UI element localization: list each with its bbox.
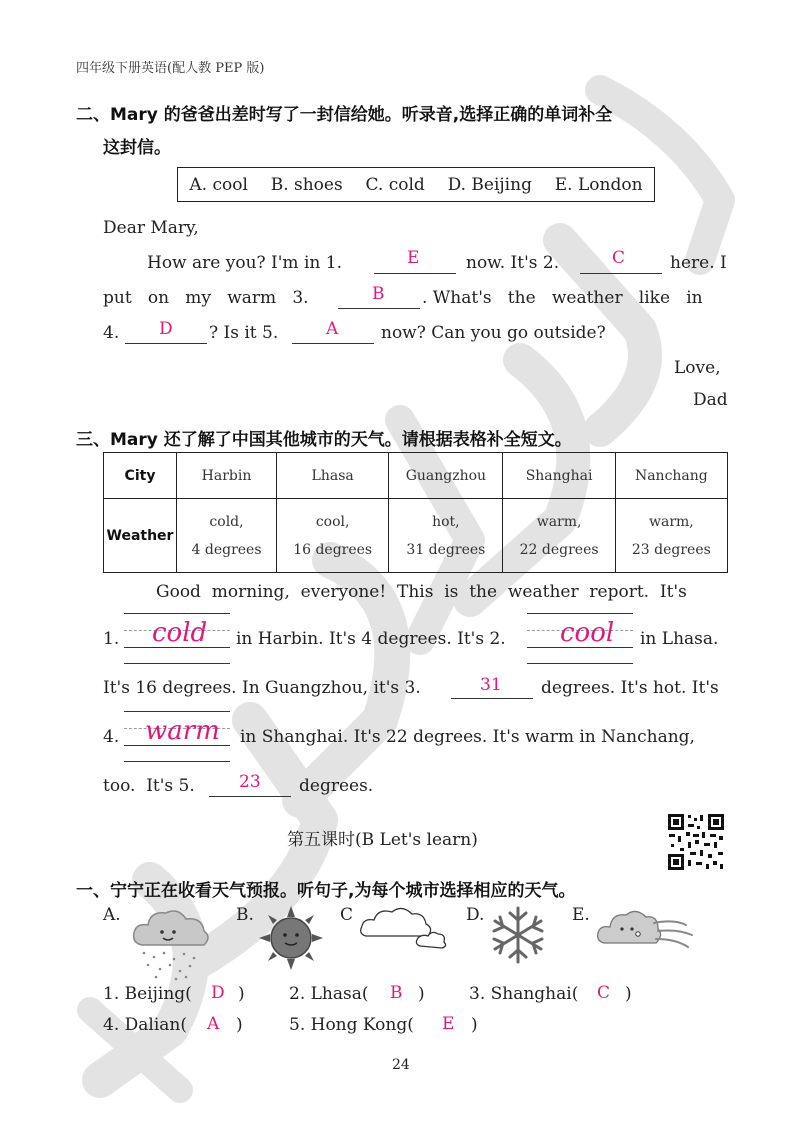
word-choices-box — [177, 167, 655, 202]
weather-condition: warm, — [648, 513, 694, 530]
city-cell: Shanghai — [503, 453, 615, 499]
letter-line1-part2: now. It's 2. — [466, 253, 560, 273]
option-letter-a: A. — [103, 905, 121, 925]
weather-cell — [615, 499, 727, 573]
item-3-close: ) — [625, 984, 632, 1004]
letter-greeting: Dear Mary, — [103, 218, 199, 238]
snowflake-icon — [488, 905, 548, 965]
weather-cell — [277, 499, 389, 573]
item-5-close: ) — [471, 1015, 478, 1035]
weather-cell — [503, 499, 615, 573]
item-5-label: 5. Hong Kong( — [289, 1015, 414, 1035]
item-3-answer: C — [597, 983, 611, 1003]
city-cell: Guangzhou — [389, 453, 503, 499]
book-header: 四年级下册英语(配人教 PEP 版) — [76, 61, 265, 76]
report-line2-mid: in Harbin. It's 4 degrees. It's 2. — [236, 629, 506, 649]
letter-line3-num4: 4. — [103, 323, 120, 343]
choice-b: B. shoes — [270, 174, 343, 195]
answer-3: B — [372, 284, 385, 304]
answer-4: D — [159, 319, 173, 339]
item-5-answer: E — [442, 1014, 455, 1034]
choice-c: C. cold — [365, 174, 425, 195]
answer-handwritten-4: warm — [145, 716, 220, 746]
city-cell: Harbin — [177, 453, 277, 499]
letter-line2-part1: put on my warm 3. — [103, 288, 309, 308]
item-4-label: 4. Dalian( — [103, 1015, 187, 1035]
report-line1: Good morning, everyone! This is the weather report. It's — [156, 582, 687, 602]
answer-1: E — [407, 248, 420, 268]
lesson-title: 第五课时(B Let's learn) — [287, 830, 478, 850]
weather-table — [103, 452, 728, 573]
choice-d: D. Beijing — [447, 174, 532, 195]
wind-cloud-icon — [594, 905, 696, 957]
table-row — [104, 453, 728, 499]
letter-line3-part3: now? Can you go outside? — [381, 323, 606, 343]
option-letter-d: D. — [466, 905, 485, 925]
report-line3-start: It's 16 degrees. In Guangzhou, it's 3. — [103, 678, 421, 698]
handwriting-guide-bottom — [124, 761, 230, 762]
weather-cell — [177, 499, 277, 573]
weather-degrees: 16 degrees — [293, 541, 373, 558]
answer-5: 23 — [239, 772, 261, 792]
item-2-label: 2. Lhasa( — [289, 984, 369, 1004]
letter-closing: Love, — [674, 358, 721, 378]
table-row — [104, 499, 728, 573]
city-cell: Nanchang — [615, 453, 727, 499]
handwriting-guide-bottom — [124, 663, 230, 664]
rain-cloud-icon — [128, 905, 212, 983]
qr-code[interactable] — [666, 812, 726, 872]
section1-title: 一、宁宁正在收看天气预报。听句子,为每个城市选择相应的天气。 — [76, 881, 576, 901]
report-num1: 1. — [103, 629, 120, 649]
blank-2 — [580, 273, 662, 274]
answer-handwritten-2: cool — [560, 618, 615, 648]
report-num4: 4. — [103, 727, 120, 747]
report-line5-end: degrees. — [299, 776, 374, 796]
weather-condition: cold, — [209, 513, 244, 530]
weather-degrees: 23 degrees — [631, 541, 711, 558]
weather-condition: warm, — [536, 513, 582, 530]
cloud-icon — [358, 902, 450, 950]
weather-condition: cool, — [315, 513, 350, 530]
item-2-answer: B — [390, 983, 403, 1003]
blank-5 — [209, 796, 291, 797]
weather-degrees: 22 degrees — [519, 541, 599, 558]
item-4-close: ) — [236, 1015, 243, 1035]
choice-a: A. cool — [189, 174, 248, 195]
blank-4 — [125, 343, 207, 344]
answer-5: A — [326, 319, 339, 339]
city-header: City — [104, 453, 177, 499]
handwriting-guide-top — [527, 613, 633, 614]
weather-degrees: 31 degrees — [406, 541, 486, 558]
weather-condition: hot, — [432, 513, 460, 530]
letter-line1-part3: here. I — [670, 253, 727, 273]
section3-title: 三、Mary 还了解了中国其他城市的天气。请根据表格补全短文。 — [76, 430, 572, 450]
report-line5-start: too. It's 5. — [103, 776, 195, 796]
blank-1 — [374, 273, 456, 274]
answer-2: C — [612, 248, 626, 268]
report-line4-end: in Shanghai. It's 22 degrees. It's warm in Nanchang, — [240, 727, 695, 747]
item-2-close: ) — [418, 984, 425, 1004]
option-letter-b: B. — [236, 905, 254, 925]
weather-degrees: 4 degrees — [191, 541, 262, 558]
letter-signature: Dad — [693, 390, 728, 410]
page-number: 24 — [392, 1057, 410, 1073]
blank-5 — [292, 343, 374, 344]
city-cell: Lhasa — [277, 453, 389, 499]
letter-line1-part1: How are you? I'm in 1. — [147, 253, 342, 273]
letter-line2-part2: . What's the weather like in — [422, 288, 703, 308]
section2-title-line2: 这封信。 — [103, 138, 171, 158]
item-1-label: 1. Beijing( — [103, 984, 192, 1004]
handwriting-guide-top — [124, 711, 230, 712]
option-letter-e: E. — [572, 905, 590, 925]
option-letter-c: C — [340, 905, 354, 925]
item-1-answer: D — [211, 983, 225, 1003]
answer-handwritten-1: cold — [152, 618, 208, 648]
choice-e: E. London — [554, 174, 643, 195]
item-3-label: 3. Shanghai( — [469, 984, 579, 1004]
section2-title-line1: 二、Mary 的爸爸出差时写了一封信给她。听录音,选择正确的单词补全 — [76, 105, 613, 125]
blank-3 — [338, 308, 420, 309]
blank-3 — [451, 698, 533, 699]
weather-header: Weather — [104, 499, 177, 573]
answer-3: 31 — [480, 675, 502, 695]
letter-line3-part2: ? Is it 5. — [209, 323, 279, 343]
handwriting-guide-bottom — [527, 663, 633, 664]
sun-icon — [258, 905, 324, 971]
weather-cell — [389, 499, 503, 573]
item-4-answer: A — [207, 1014, 220, 1034]
report-line2-end: in Lhasa. — [640, 629, 719, 649]
report-line3-end: degrees. It's hot. It's — [541, 678, 719, 698]
item-1-close: ) — [238, 984, 245, 1004]
handwriting-guide-top — [124, 613, 230, 614]
